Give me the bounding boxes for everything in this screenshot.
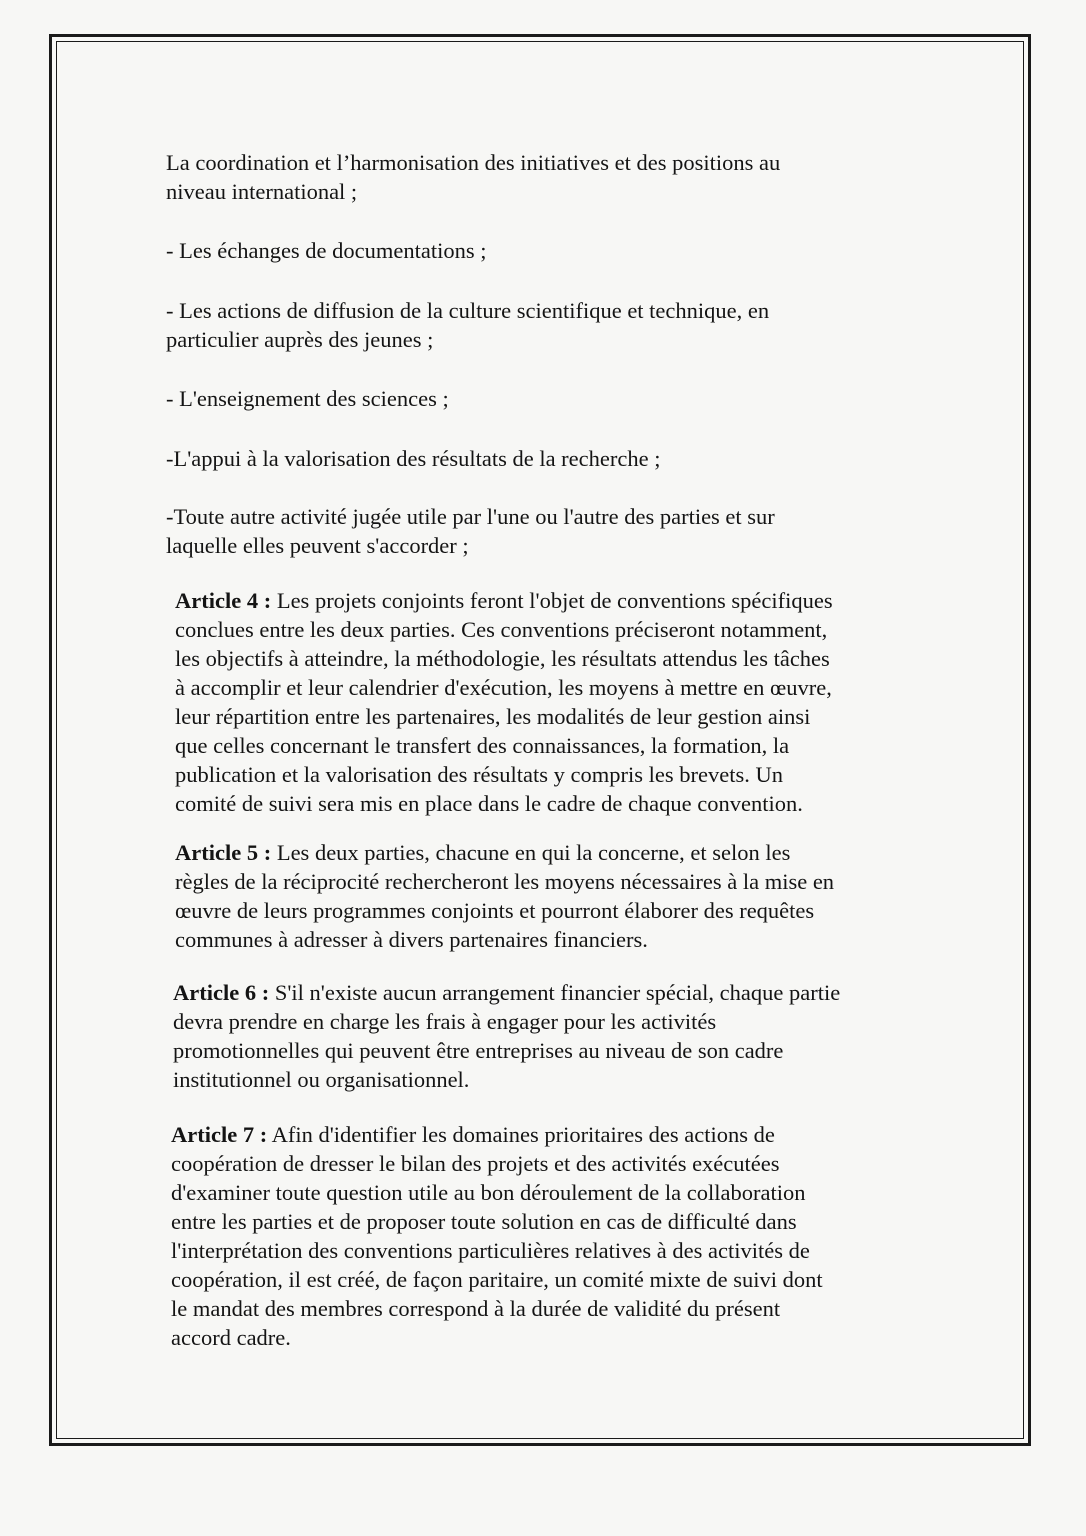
article-line: l'interprétation des conventions particulières relatives à des activités de	[171, 1238, 810, 1263]
intro-paragraph	[166, 148, 780, 206]
article-7	[171, 1120, 823, 1352]
article-label: Article 7 :	[171, 1122, 268, 1147]
intro-line: niveau international ;	[166, 179, 358, 204]
article-line: que celles concernant le transfert des connaissances, la formation, la	[175, 733, 790, 758]
article-line: accord cadre.	[171, 1325, 291, 1350]
article-line: publication et la valorisation des résultats y compris les brevets. Un	[175, 762, 783, 787]
article-first-line	[173, 978, 840, 1007]
intro-line: La coordination et l’harmonisation des initiatives et des positions au	[166, 150, 781, 175]
bullet-line: -Toute autre activité jugée utile par l'une ou l'autre des parties et sur	[166, 504, 775, 529]
article-line: coopération de dresser le bilan des projets et des activités exécutées	[171, 1151, 780, 1176]
bullet-line: -L'appui à la valorisation des résultats de la recherche ;	[166, 446, 661, 471]
article-line: les objectifs à atteindre, la méthodologie, les résultats attendus les tâches	[175, 646, 830, 671]
bullet-documentations	[166, 236, 487, 265]
article-line: conclues entre les deux parties. Ces conventions préciseront notamment,	[175, 617, 828, 642]
bullet-line: laquelle elles peuvent s'accorder ;	[166, 533, 469, 558]
article-line: coopération, il est créé, de façon paritaire, un comité mixte de suivi dont	[171, 1267, 823, 1292]
article-5	[175, 838, 834, 954]
article-4	[175, 586, 833, 818]
article-line: communes à adresser à divers partenaires financiers.	[175, 927, 648, 952]
bullet-line: particulier auprès des jeunes ;	[166, 327, 434, 352]
article-line: leur répartition entre les partenaires, les modalités de leur gestion ainsi	[175, 704, 811, 729]
article-6	[173, 978, 840, 1094]
article-text: Les projets conjoints feront l'objet de conventions spécifiques	[271, 588, 833, 613]
article-text: S'il n'existe aucun arrangement financier spécial, chaque partie	[269, 980, 841, 1005]
bullet-line: - L'enseignement des sciences ;	[166, 386, 449, 411]
article-text: Afin d'identifier les domaines prioritaires des actions de	[267, 1122, 775, 1147]
bullet-line: - Les actions de diffusion de la culture scientifique et technique, en	[166, 298, 770, 323]
article-first-line	[171, 1120, 823, 1149]
bullet-diffusion	[166, 296, 769, 354]
bullet-enseignement	[166, 384, 449, 413]
article-first-line	[175, 838, 834, 867]
article-label: Article 6 :	[173, 980, 270, 1005]
article-line: d'examiner toute question utile au bon déroulement de la collaboration	[171, 1180, 806, 1205]
article-label: Article 4 :	[175, 588, 272, 613]
bullet-line: - Les échanges de documentations ;	[166, 238, 487, 263]
article-line: devra prendre en charge les frais à engager pour les activités	[173, 1009, 717, 1034]
article-line: œuvre de leurs programmes conjoints et pourront élaborer des requêtes	[175, 898, 815, 923]
article-line: comité de suivi sera mis en place dans le cadre de chaque convention.	[175, 791, 803, 816]
article-text: Les deux parties, chacune en qui la concerne, et selon les	[271, 840, 791, 865]
article-line: le mandat des membres correspond à la durée de validité du présent	[171, 1296, 781, 1321]
article-line: règles de la réciprocité rechercheront les moyens nécessaires à la mise en	[175, 869, 835, 894]
article-line: promotionnelles qui peuvent être entreprises au niveau de son cadre	[173, 1038, 784, 1063]
article-line: institutionnel ou organisationnel.	[173, 1067, 470, 1092]
bullet-autre-activite	[166, 502, 775, 560]
article-line: à accomplir et leur calendrier d'exécution, les moyens à mettre en œuvre,	[175, 675, 832, 700]
article-line: entre les parties et de proposer toute solution en cas de difficulté dans	[171, 1209, 797, 1234]
bullet-valorisation	[166, 444, 660, 473]
article-label: Article 5 :	[175, 840, 272, 865]
article-first-line	[175, 586, 833, 615]
